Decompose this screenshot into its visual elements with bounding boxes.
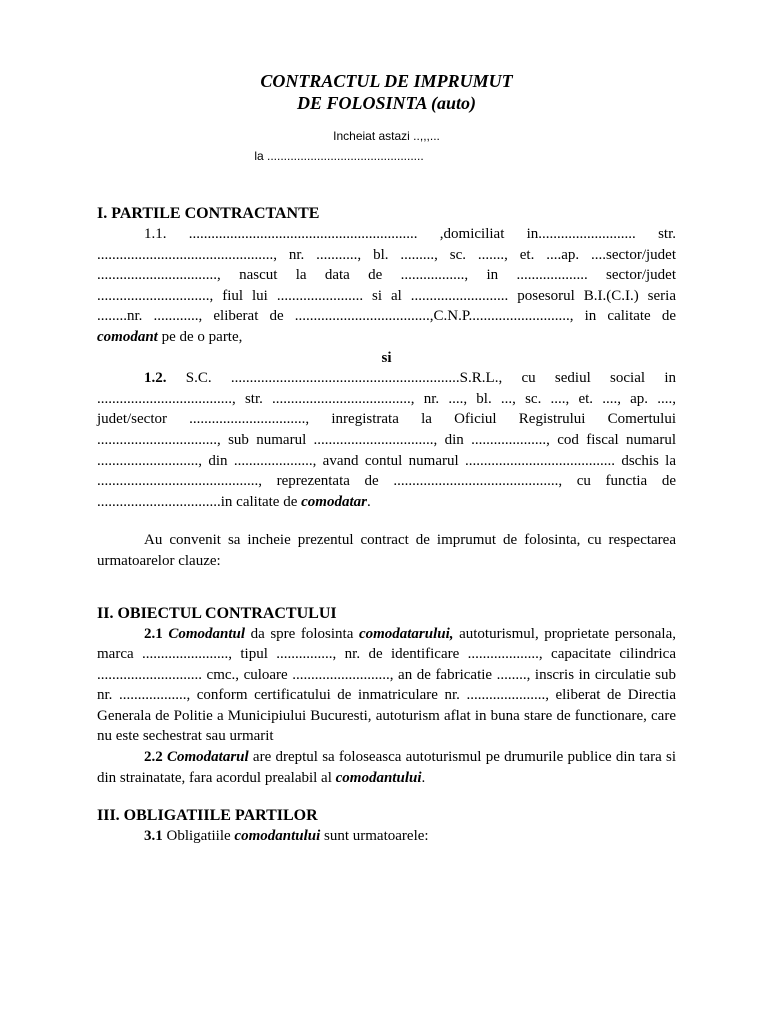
agreement-paragraph: Au convenit sa incheie prezentul contract de imprumut de folosinta, cu respectarea urmatoarelor clauze: [97,532,676,569]
term-comodatarului: comodatarului, [358,625,454,642]
role-comodatar: comodatar [301,493,367,510]
concluded-today-line: Incheiat astazi ..,,,... [333,129,440,143]
clause-2-1-text: da spre folosinta [245,625,359,642]
clause-2-1 [97,624,676,748]
clause-number: 2.1 [144,625,163,642]
section-2-heading: II. OBIECTUL CONTRACTULUI [97,604,337,622]
clause-2-1-text-end: autoturismul, proprietate personala, marca ......................., tipul ..............., nr. de identificare ..................., capacitate cilindrica ............................ cmc., culoare .........................., an de fabricatie ........, inscris in circulatie sub nr. .................., conform certificatului de inmatriculare nr. ....................., eliberat de Directia Generala de Politie a Municipiului Bucuresti, autoturism aflat in buna stare de functionare, care nu este sechestrat sau urmarit [97,625,677,745]
contract-title-line-2: DE FOLOSINTA (auto) [296,93,477,113]
clause-3-1-text: Obligatiile [162,828,235,845]
role-comodant: comodant [97,328,158,345]
clause-2-2-text-end: . [421,769,426,786]
contract-page [97,70,676,847]
clause-number: 1.1. [144,226,167,242]
party-1-text: ............................................................. ,domiciliat in.......................... str. ..............................................., nr. ..........., bl. ........., sc. ......., et. ....ap. ....sector/judet ................................, nascut la data de ................., in ................... sector/judet .............................., fiul lui ....................... si al .......................... posesorul B.I.(C.I.) seria ........nr. ............, eliberat de ....................................,C.N.P..........................., in calitate de [97,226,676,325]
party-2-text-end: . [366,493,371,510]
clause-3-1-text-end: sunt urmatoarele: [320,828,429,845]
contract-title-line-1: CONTRACTUL DE IMPRUMUT [260,71,513,91]
section-3-heading: III. OBLIGATIILE PARTILOR [97,807,318,825]
party-1-paragraph [97,224,676,348]
party-2-paragraph [97,368,676,512]
clause-number: 1.2. [144,370,167,387]
section-1-heading: I. PARTILE CONTRACTANTE [97,205,320,222]
clause-2-2-text: are dreptul sa foloseasca autoturismul pe drumurile publice din tara si din strainatate, fara acordul prealabil al [97,749,677,786]
clause-3-1 [97,826,676,847]
term-comodantului: comodantului [335,769,422,786]
party-2-text: S.C. .............................................................S.R.L., cu sediul social in ...................................., str. ....................................., nr. ...., bl. ..., sc. ...., et. ...., ap. ...., judet/sector ..............................., inregistrata la Oficiul Registrului Comertului ................................, sub numarul ................................, din ...................., cod fiscal numarul ..........................., din ....................., avand contul numarul ........................................ dschis la ..........................................., reprezentata de ............................................, cu functia de .................................in calitate de [97,370,676,510]
clause-number: 3.1 [144,828,163,845]
term-comodantul: Comodantul [168,625,246,642]
party-1-text-end: pe de o parte, [157,328,243,345]
conjunction-si: si [381,349,392,366]
term-comodatarul: Comodatarul [167,749,249,766]
term-comodantului: comodantului [234,828,321,845]
clause-2-2 [97,747,676,788]
clause-number: 2.2 [144,749,163,766]
concluded-at-line: la ............................................... [254,149,424,163]
